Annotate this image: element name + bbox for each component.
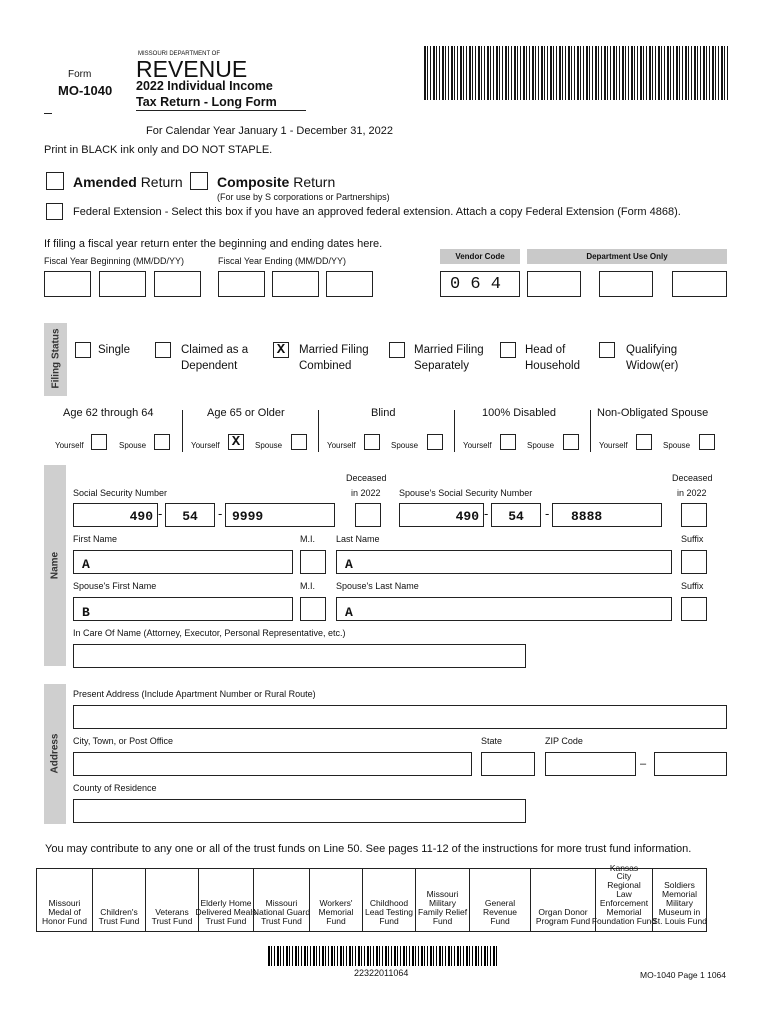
zip-label: ZIP Code xyxy=(545,736,583,746)
form-title-line2: Tax Return - Long Form xyxy=(136,95,277,109)
blind-spouse-label: Spouse xyxy=(391,441,419,450)
disabled-spouse-checkbox[interactable] xyxy=(563,434,579,450)
trust-fund-12[interactable] xyxy=(652,868,707,932)
deceased-label-1: Deceased xyxy=(346,473,387,483)
dept-use-box-1 xyxy=(527,271,581,297)
age65-label: Age 65 or Older xyxy=(207,407,285,419)
fiscal-end-mm[interactable] xyxy=(218,271,265,297)
care-of-field[interactable] xyxy=(73,644,526,668)
trust-fund-intro: You may contribute to any one or all of the trust funds on Line 50. See pages 11-12 of the instructions for more trust fund information. xyxy=(45,843,692,855)
age-divider-1 xyxy=(182,410,183,452)
blind-yourself-label: Yourself xyxy=(327,441,356,450)
ssn-dash-1: - xyxy=(158,506,163,521)
2d-barcode xyxy=(424,46,728,100)
single-label: Single xyxy=(98,344,130,356)
age62-label: Age 62 through 64 xyxy=(63,407,154,419)
age65-spouse-label: Spouse xyxy=(255,441,283,450)
married-separately-label-2: Separately xyxy=(414,360,469,372)
calendar-year-text: For Calendar Year January 1 - December 31, 2022 xyxy=(146,125,394,137)
ssn-part-3[interactable]: 9999 xyxy=(225,503,335,527)
fiscal-end-dd[interactable] xyxy=(272,271,319,297)
dept-use-box-2 xyxy=(599,271,653,297)
spouse-deceased-label-2: in 2022 xyxy=(677,488,707,498)
agency-name: REVENUE xyxy=(136,56,248,82)
trust-fund-9[interactable] xyxy=(469,868,531,932)
name-section-label: Name xyxy=(49,551,61,580)
age65-spouse-checkbox[interactable] xyxy=(291,434,307,450)
fiscal-beginning-label: Fiscal Year Beginning (MM/DD/YY) xyxy=(44,256,185,266)
claimed-dependent-checkbox[interactable] xyxy=(155,342,171,358)
spouse-suffix-label: Suffix xyxy=(681,581,704,591)
spouse-ssn-dash-1: - xyxy=(484,506,489,521)
blind-spouse-checkbox[interactable] xyxy=(427,434,443,450)
spouse-first-name-field[interactable]: B xyxy=(73,597,293,621)
address-section-label: Address xyxy=(49,733,61,774)
married-separately-label-1: Married Filing xyxy=(414,344,484,356)
qualifying-widow-checkbox[interactable] xyxy=(599,342,615,358)
address-sidebar xyxy=(44,684,66,824)
amended-return-checkbox[interactable] xyxy=(46,172,64,190)
spouse-ssn-part-2[interactable]: 54 xyxy=(491,503,541,527)
first-name-label: First Name xyxy=(73,534,118,544)
blind-yourself-checkbox[interactable] xyxy=(364,434,380,450)
trust-fund-7[interactable] xyxy=(362,868,416,932)
nonobligated-yourself-label: Yourself xyxy=(599,441,628,450)
head-of-household-label-2: Household xyxy=(525,360,580,372)
form-label: Form xyxy=(68,69,92,80)
age62-spouse-label: Spouse xyxy=(119,441,147,450)
federal-extension-label: Federal Extension - Select this box if you have an approved federal extension. Attach a copy Federal Extension (Form 4868). xyxy=(73,206,681,218)
fiscal-begin-dd[interactable] xyxy=(99,271,146,297)
qualifying-widow-label-1: Qualifying xyxy=(626,344,678,356)
trust-fund-11[interactable] xyxy=(591,862,657,932)
spouse-mi-field[interactable] xyxy=(300,597,326,621)
qualifying-widow-label-2: Widow(er) xyxy=(626,360,679,372)
claimed-dependent-label-1: Claimed as a xyxy=(181,344,249,356)
dept-use-box-3 xyxy=(672,271,727,297)
age-divider-4 xyxy=(590,410,591,452)
head-of-household-checkbox[interactable] xyxy=(500,342,516,358)
trust-fund-label: General Revenue Fund xyxy=(482,898,518,927)
married-combined-label-1: Married Filing xyxy=(299,344,369,356)
nonobligated-spouse-label: Spouse xyxy=(663,441,691,450)
state-label: State xyxy=(481,736,503,746)
spouse-ssn-dash-2: - xyxy=(545,506,550,521)
title-underline xyxy=(136,110,306,111)
age62-yourself-label: Yourself xyxy=(55,441,84,450)
head-of-household-label-1: Head of xyxy=(525,344,566,356)
vendor-code-value: 0 6 4 xyxy=(440,271,520,297)
dept-label: MISSOURI DEPARTMENT OF xyxy=(138,51,221,57)
federal-extension-checkbox[interactable] xyxy=(46,203,63,220)
age-divider-3 xyxy=(454,410,455,452)
fiscal-end-yy[interactable] xyxy=(326,271,373,297)
single-checkbox[interactable] xyxy=(75,342,91,358)
mi-field[interactable] xyxy=(300,550,326,574)
deceased-checkbox[interactable] xyxy=(355,503,381,527)
trust-fund-label: Childhood Lead Testing Fund xyxy=(364,898,414,927)
trust-fund-label: Workers' Memorial Fund xyxy=(318,898,354,927)
ssn-dash-2: - xyxy=(218,506,223,521)
trust-fund-label: Soldiers Memorial Military Museum in St. Louis Fund xyxy=(652,880,707,927)
spouse-first-name-label: Spouse's First Name xyxy=(73,581,157,591)
vendor-code-header: Vendor Code xyxy=(440,249,520,264)
spouse-last-name-field[interactable]: A xyxy=(336,597,672,621)
spouse-deceased-label-1: Deceased xyxy=(672,473,713,483)
age65-yourself-label: Yourself xyxy=(191,441,220,450)
trust-fund-label: Children's Trust Fund xyxy=(98,907,140,927)
care-of-label: In Care Of Name (Attorney, Executor, Personal Representative, etc.) xyxy=(73,628,346,638)
spouse-suffix-field[interactable] xyxy=(681,597,707,621)
zip-field[interactable] xyxy=(545,752,636,776)
trust-fund-label: Missouri Medal of Honor Fund xyxy=(42,898,87,927)
spouse-last-name-label: Spouse's Last Name xyxy=(336,581,419,591)
nonobligated-label: Non-Obligated Spouse xyxy=(597,407,709,419)
trust-fund-4[interactable] xyxy=(195,868,257,932)
age65-yourself-checkbox[interactable]: X xyxy=(228,434,244,450)
claimed-dependent-label-2: Dependent xyxy=(181,360,238,372)
amended-return-label: Amended Return xyxy=(73,174,183,190)
deceased-label-2: in 2022 xyxy=(351,488,381,498)
state-field[interactable] xyxy=(481,752,535,776)
zip-plus4-field[interactable] xyxy=(654,752,727,776)
city-field[interactable] xyxy=(73,752,472,776)
county-label: County of Residence xyxy=(73,783,157,793)
trust-fund-2[interactable] xyxy=(92,868,146,932)
trust-fund-10[interactable] xyxy=(530,868,596,932)
spouse-ssn-label: Spouse's Social Security Number xyxy=(399,488,533,498)
city-label: City, Town, or Post Office xyxy=(73,736,174,746)
disabled-spouse-label: Spouse xyxy=(527,441,555,450)
last-name-field[interactable]: A xyxy=(336,550,672,574)
disabled-yourself-checkbox[interactable] xyxy=(500,434,516,450)
present-address-label: Present Address (Include Apartment Number or Rural Route) xyxy=(73,689,316,699)
fiscal-begin-mm[interactable] xyxy=(44,271,91,297)
trust-fund-6[interactable] xyxy=(309,868,363,932)
form-number: MO-1040 xyxy=(58,83,113,98)
composite-note: (For use by S corporations or Partnerships) xyxy=(217,192,390,202)
dept-use-header: Department Use Only xyxy=(527,249,727,264)
ssn-part-1[interactable]: 490 xyxy=(73,503,158,527)
composite-return-checkbox[interactable] xyxy=(190,172,208,190)
blind-label: Blind xyxy=(371,407,396,419)
trust-fund-label: Missouri National Guard Trust Fund xyxy=(252,898,311,927)
trust-fund-label: Organ Donor Program Fund xyxy=(535,907,591,927)
filing-status-label: Filing Status xyxy=(50,328,62,389)
fiscal-begin-yy[interactable] xyxy=(154,271,201,297)
trust-fund-label: Veterans Trust Fund xyxy=(151,907,193,927)
present-address-field[interactable] xyxy=(73,705,727,729)
married-combined-checkbox[interactable]: X xyxy=(273,342,289,358)
last-name-label: Last Name xyxy=(336,534,380,544)
zip-dash: – xyxy=(640,758,647,770)
ssn-label: Social Security Number xyxy=(73,488,168,498)
ssn-part-2[interactable]: 54 xyxy=(165,503,215,527)
mi-label: M.I. xyxy=(300,534,315,544)
spouse-mi-label: M.I. xyxy=(300,581,315,591)
corner-mark xyxy=(44,113,52,114)
disabled-label: 100% Disabled xyxy=(482,407,556,419)
age-divider-2 xyxy=(318,410,319,452)
nonobligated-yourself-checkbox[interactable] xyxy=(636,434,652,450)
barcode-number: 22322011064 xyxy=(354,968,409,978)
filing-status-sidebar xyxy=(44,323,67,396)
trust-fund-1[interactable] xyxy=(36,868,93,932)
trust-fund-label: Kansas City Regional Law Enforcement Memorial Foundation Fund xyxy=(591,862,657,927)
footer-barcode xyxy=(268,946,498,966)
form-title-line1: 2022 Individual Income xyxy=(136,79,273,93)
married-separately-checkbox[interactable] xyxy=(389,342,405,358)
name-sidebar xyxy=(44,465,66,666)
nonobligated-spouse-checkbox[interactable] xyxy=(699,434,715,450)
first-name-field[interactable]: A xyxy=(73,550,293,574)
spouse-ssn-part-1[interactable]: 490 xyxy=(399,503,484,527)
married-combined-label-2: Combined xyxy=(299,360,352,372)
spouse-ssn-part-3[interactable]: 8888 xyxy=(552,503,662,527)
trust-fund-3[interactable] xyxy=(145,868,199,932)
spouse-deceased-checkbox[interactable] xyxy=(681,503,707,527)
fiscal-intro: If filing a fiscal year return enter the beginning and ending dates here. xyxy=(44,238,383,250)
county-field[interactable] xyxy=(73,799,526,823)
age62-spouse-checkbox[interactable] xyxy=(154,434,170,450)
trust-fund-label: Elderly Home Delivered Meals Trust Fund xyxy=(195,898,257,927)
suffix-field[interactable] xyxy=(681,550,707,574)
trust-fund-8[interactable] xyxy=(415,868,470,932)
print-instructions: Print in BLACK ink only and DO NOT STAPLE. xyxy=(44,144,273,156)
fiscal-ending-label: Fiscal Year Ending (MM/DD/YY) xyxy=(218,256,347,266)
suffix-label: Suffix xyxy=(681,534,704,544)
disabled-yourself-label: Yourself xyxy=(463,441,492,450)
composite-return-label: Composite Return xyxy=(217,174,336,190)
trust-fund-label: Missouri Military Family Relief Fund xyxy=(417,889,468,927)
age62-yourself-checkbox[interactable] xyxy=(91,434,107,450)
page-info: MO-1040 Page 1 1064 xyxy=(640,970,727,980)
trust-fund-5[interactable] xyxy=(253,868,310,932)
